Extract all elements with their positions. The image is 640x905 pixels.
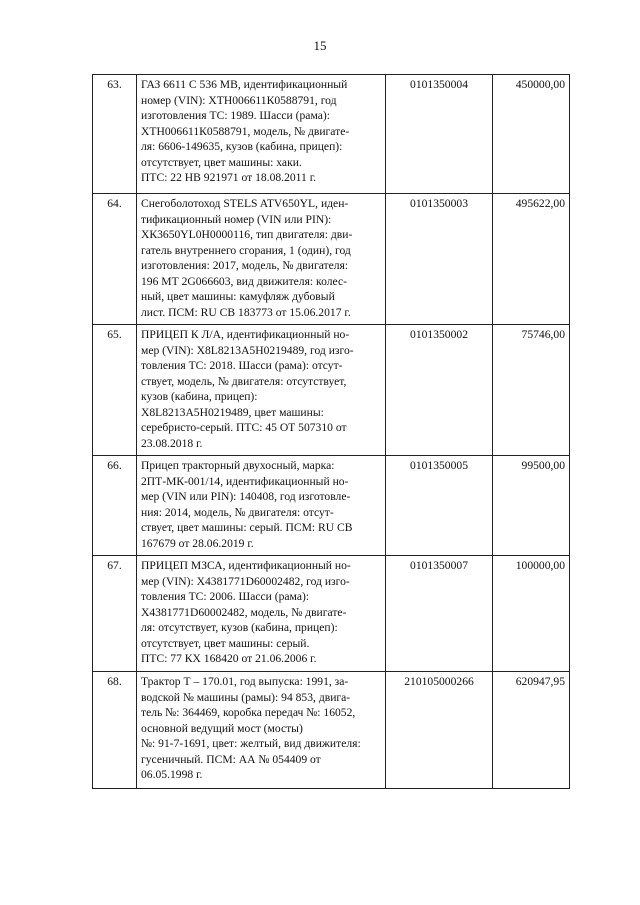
description-line: ХТН006611К0588791, модель, № двигате- <box>141 124 350 138</box>
description-line: серебристо-серый. ПТС: 45 ОТ 507310 от <box>141 421 347 434</box>
description-line: кузов (кабина, прицеп): <box>141 390 258 403</box>
description-line: ствует, цвет машины: серый. ПСМ: RU СВ <box>141 521 353 534</box>
inventory-code: 0101350007 <box>386 556 493 672</box>
description-line: гатель внутреннего сгорания, 1 (один), год <box>141 243 351 257</box>
description-line: №: 91-7-1691, цвет: желтый, вид движителя: <box>141 737 361 750</box>
book-value: 450000,00 <box>493 75 570 194</box>
description-line: 2ПТ-МК-001/14, идентификационный но- <box>141 474 349 488</box>
property-table <box>92 74 570 789</box>
table-row <box>93 556 570 672</box>
description-line: изготовления: 2017, модель, № двигателя: <box>141 259 349 272</box>
inventory-code: 0101350003 <box>386 194 493 325</box>
inventory-code: 210105000266 <box>386 672 493 789</box>
item-description <box>137 556 386 672</box>
table-row <box>93 75 570 194</box>
description-line: товления ТС: 2006. Шасси (рама): <box>141 590 310 603</box>
inventory-code: 0101350005 <box>386 456 493 556</box>
description-line: ля: 6606-149635, кузов (кабина, прицеп): <box>141 140 343 153</box>
description-line: Снегоболотоход STELS ATV650YL, иден- <box>141 197 349 210</box>
description-line: номер (VIN): ХТН006611К0588791, год <box>141 93 337 107</box>
inventory-code: 0101350004 <box>386 75 493 194</box>
description-line: Трактор Т – 170.01, год выпуска: 1991, за- <box>141 675 349 688</box>
item-description <box>137 75 386 194</box>
inventory-code: 0101350002 <box>386 325 493 456</box>
description-line: ПРИЦЕП МЗСА, идентификационный но- <box>141 559 351 572</box>
description-line: ный, цвет машины: камуфляж дубовый <box>141 290 335 303</box>
description-line: ствует, модель, № двигателя: отсутствует, <box>141 374 347 388</box>
table-row <box>93 194 570 325</box>
description-line: X4381771D60002482, модель, № двигате- <box>141 605 347 619</box>
description-line: мер (VIN): X4381771D60002482, год изго- <box>141 574 350 588</box>
book-value: 75746,00 <box>493 325 570 456</box>
page-number: 15 <box>313 38 327 53</box>
book-value: 99500,00 <box>493 456 570 556</box>
description-line: отсутствует, цвет машины: хаки. <box>141 155 302 169</box>
row-number: 63. <box>93 75 137 194</box>
description-line: ХК3650YL0H0000116, тип двигателя: дви- <box>141 228 353 241</box>
description-line: ГАЗ 6611 С 536 МВ, идентификационный <box>141 78 348 91</box>
book-value: 100000,00 <box>493 556 570 672</box>
row-number: 64. <box>93 194 137 325</box>
item-description <box>137 194 386 325</box>
description-line: тификационный номер (VIN или PIN): <box>141 212 332 226</box>
description-line: 06.05.1998 г. <box>141 768 203 781</box>
row-number: 68. <box>93 672 137 789</box>
description-line: 167679 от 28.06.2019 г. <box>141 536 254 550</box>
description-line: X8L8213A5H0219489, цвет машины: <box>141 405 324 419</box>
row-number: 66. <box>93 456 137 556</box>
table-body <box>93 75 570 789</box>
row-number: 67. <box>93 556 137 672</box>
description-line: тель №: 364469, коробка передач №: 16052, <box>141 706 356 719</box>
description-line: ПТС: 22 НВ 921971 от 18.08.2011 г. <box>141 171 317 184</box>
description-line: ПТС: 77 КХ 168420 от 21.06.2006 г. <box>141 652 317 665</box>
item-description <box>137 325 386 456</box>
row-number: 65. <box>93 325 137 456</box>
item-description <box>137 672 386 789</box>
book-value: 495622,00 <box>493 194 570 325</box>
description-line: ПРИЦЕП К Л/А, идентификационный но- <box>141 328 350 341</box>
description-line: основной ведущий мост (мосты) <box>141 721 303 735</box>
description-line: 23.08.2018 г. <box>141 436 203 450</box>
description-line: мер (VIN или PIN): 140408, год изготовле- <box>141 490 351 503</box>
description-line: Прицеп тракторный двухосный, марка: <box>141 459 335 472</box>
description-line: ля: отсутствует, кузов (кабина, прицеп): <box>141 621 338 634</box>
book-value: 620947,95 <box>493 672 570 789</box>
description-line: мер (VIN): X8L8213A5H0219489, год изго- <box>141 343 354 357</box>
table-row <box>93 325 570 456</box>
table-row <box>93 672 570 789</box>
description-line: изготовления ТС: 1989. Шасси (рама): <box>141 109 330 122</box>
description-line: 196 МТ 2G066603, вид движителя: колес- <box>141 274 347 288</box>
item-description <box>137 456 386 556</box>
description-line: водской № машины (рамы): 94 853, двига- <box>141 690 351 704</box>
description-line: лист. ПСМ: RU СВ 183773 от 15.06.2017 г. <box>141 305 351 319</box>
description-line: ния: 2014, модель, № двигателя: отсут- <box>141 505 334 519</box>
description-line: отсутствует, цвет машины: серый. <box>141 636 310 650</box>
description-line: товления ТС: 2018. Шасси (рама): отсут- <box>141 359 343 372</box>
table-row <box>93 456 570 556</box>
description-line: гусеничный. ПСМ: АА № 054409 от <box>141 752 321 766</box>
